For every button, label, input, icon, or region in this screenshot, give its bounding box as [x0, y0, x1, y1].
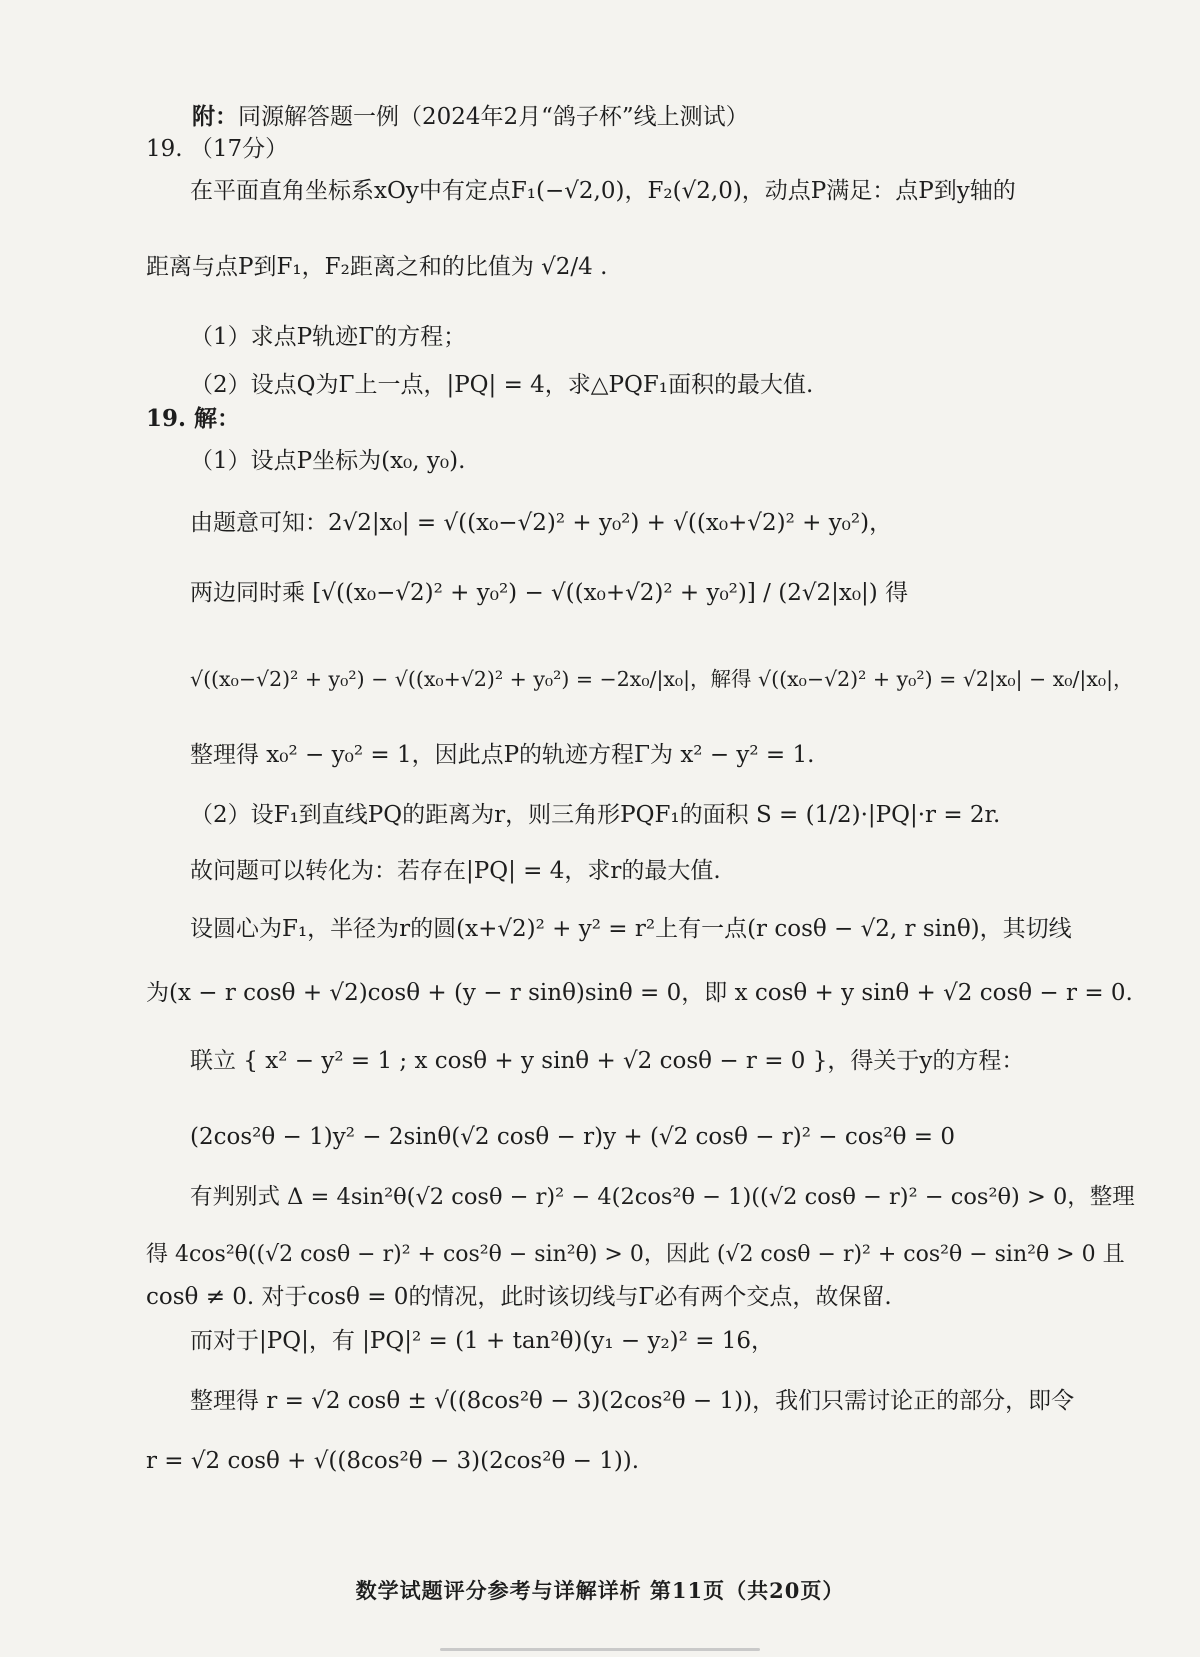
solution-line: 联立 { x² − y² = 1 ; x cosθ + y sinθ + √2 cosθ − r = 0 }，得关于y的方程：	[190, 1048, 1025, 1074]
bottom-divider	[440, 1648, 760, 1651]
solution-line: 由题意可知：2√2|x₀| = √((x₀−√2)² + y₀²) + √((x₀+√2)² + y₀²)，	[190, 510, 893, 536]
solution-line: （1）设点P坐标为(x₀, y₀).	[190, 448, 466, 474]
solution-line: 得 4cos²θ((√2 cosθ − r)² + cos²θ − sin²θ) > 0，因此 (√2 cosθ − r)² + cos²θ − sin²θ > 0 且	[146, 1242, 1125, 1267]
problem-stem-line-1: 在平面直角坐标系xOy中有定点F₁(−√2,0)，F₂(√2,0)，动点P满足：点P到y轴的	[190, 178, 1016, 204]
question-1: （1）求点P轨迹Γ的方程；	[190, 324, 467, 350]
solution-line: 设圆心为F₁，半径为r的圆(x+√2)² + y² = r²上有一点(r cosθ − √2, r sinθ)，其切线	[190, 916, 1072, 942]
solution-line: r = √2 cosθ + √((8cos²θ − 3)(2cos²θ − 1)).	[146, 1448, 640, 1474]
appendix-text: 同源解答题一例（2024年2月“鸽子杯”线上测试）	[238, 104, 749, 130]
appendix-label: 附：	[192, 103, 238, 130]
solution-line: 整理得 r = √2 cosθ ± √((8cos²θ − 3)(2cos²θ − 1))，我们只需讨论正的部分，即令	[190, 1388, 1075, 1414]
question-2: （2）设点Q为Γ上一点，|PQ| = 4，求△PQF₁面积的最大值.	[190, 372, 814, 398]
solution-line: (2cos²θ − 1)y² − 2sinθ(√2 cosθ − r)y + (√2 cosθ − r)² − cos²θ = 0	[190, 1124, 956, 1150]
solution-number: 19.	[146, 405, 195, 432]
solution-line: cosθ ≠ 0. 对于cosθ = 0的情况，此时该切线与Γ必有两个交点，故保留.	[146, 1284, 892, 1310]
appendix-header	[192, 102, 749, 132]
problem-stem-line-2: 距离与点P到F₁，F₂距离之和的比值为 √2/4 .	[146, 254, 608, 280]
solution-line: 两边同时乘 [√((x₀−√2)² + y₀²) − √((x₀+√2)² + y₀²)] / (2√2|x₀|) 得	[190, 580, 909, 606]
solution-line: 为(x − r cosθ + √2)cosθ + (y − r sinθ)sinθ = 0，即 x cosθ + y sinθ + √2 cosθ − r = 0.	[146, 980, 1133, 1006]
problem-number: 19. （17分）	[146, 136, 289, 162]
solution-line: （2）设F₁到直线PQ的距离为r，则三角形PQF₁的面积 S = (1/2)·|PQ|·r = 2r.	[190, 802, 1001, 828]
solution-label: 解：	[194, 405, 241, 432]
solution-line: 故问题可以转化为：若存在|PQ| = 4，求r的最大值.	[190, 858, 721, 884]
solution-line: 有判别式 Δ = 4sin²θ(√2 cosθ − r)² − 4(2cos²θ − 1)((√2 cosθ − r)² − cos²θ) > 0，整理	[190, 1184, 1135, 1210]
page-footer: 数学试题评分参考与详解详析 第11页（共20页）	[355, 1578, 845, 1603]
solution-line: 整理得 x₀² − y₀² = 1，因此点P的轨迹方程Γ为 x² − y² = 1.	[190, 742, 815, 768]
solution-line: √((x₀−√2)² + y₀²) − √((x₀+√2)² + y₀²) = −2x₀/|x₀|，解得 √((x₀−√2)² + y₀²) = √2|x₀| − x₀/|x₀|，	[190, 667, 1134, 691]
solution-line: 而对于|PQ|，有 |PQ|² = (1 + tan²θ)(y₁ − y₂)² = 16，	[190, 1328, 775, 1354]
solution-heading	[146, 404, 240, 434]
